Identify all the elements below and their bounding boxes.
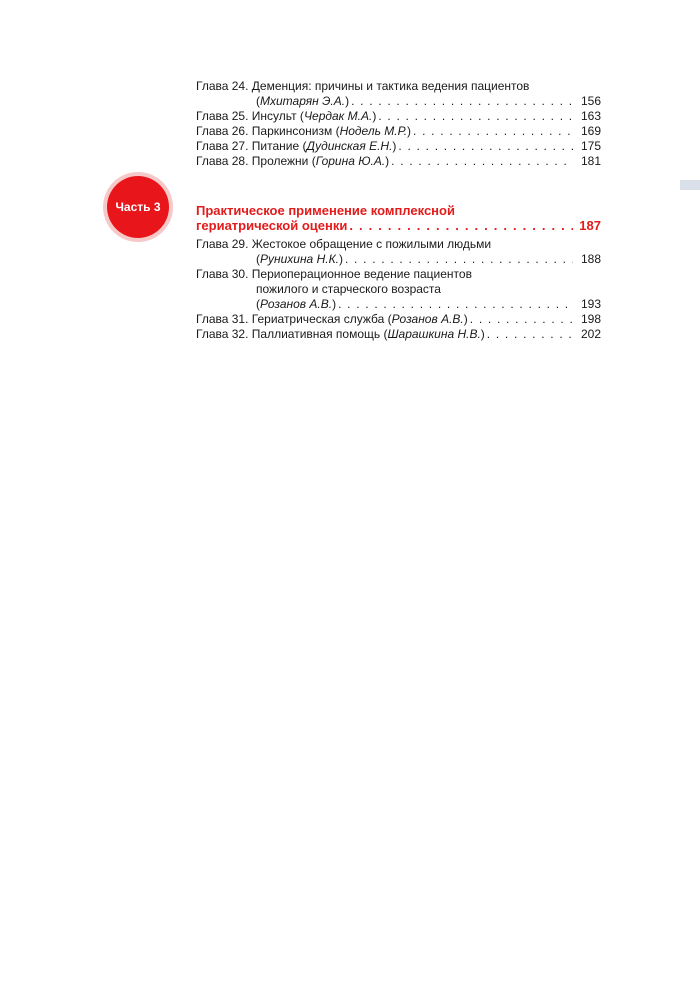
part-badge[interactable]	[107, 176, 169, 238]
part-badge-label: Часть 3	[115, 200, 161, 214]
chapter-author: Шарашкина Н.В.	[387, 327, 481, 341]
dot-leader	[487, 327, 573, 342]
toc-block-part2-end	[196, 79, 601, 169]
chapter-author: Чердак М.А.	[303, 109, 373, 123]
dot-leader	[349, 218, 573, 233]
chapter-author: Дудинская Е.Н.	[306, 139, 393, 153]
chapter-title: Деменция: причины и тактика ведения пациентов	[251, 79, 530, 93]
chapter-number: Глава 25.	[196, 109, 249, 123]
chapter-title: Периоперационное ведение пациентов	[251, 267, 472, 281]
dot-leader	[378, 109, 573, 124]
toc-entry-ch30[interactable]: Глава 30. Периоперационное ведение пациентов пожилого и старческого возраста (Розанов А.В.) . . . 193	[196, 267, 601, 312]
chapter-title: Паллиативная помощь	[251, 327, 381, 341]
chapter-author: Горина Ю.А.	[315, 154, 386, 168]
toc-entry-ch25[interactable]: Глава 25. Инсульт (Чердак М.А.) . . . 163	[196, 109, 601, 124]
dot-leader	[345, 252, 573, 267]
toc-entry-ch31[interactable]: Глава 31. Гериатрическая служба (Розанов А.В.) . . . 198	[196, 312, 601, 327]
chapter-title: Инсульт	[251, 109, 297, 123]
dot-leader	[351, 94, 573, 109]
chapter-number: Глава 24.	[196, 79, 249, 93]
page-number: 163	[580, 109, 601, 123]
toc-block-part3	[196, 237, 601, 342]
page-number: 169	[580, 124, 601, 138]
part-title-line1: Практическое применение комплексной	[196, 203, 455, 218]
toc-entry-ch24[interactable]: Глава 24. Деменция: причины и тактика ведения пациентов (Мхитарян Э.А.) . . . 156	[196, 79, 601, 109]
part-title-line2: гериатрической оценки	[196, 218, 348, 233]
page-number: 181	[580, 154, 601, 168]
page-number: 193	[580, 297, 601, 311]
chapter-author: Нодель М.Р.	[339, 124, 408, 138]
chapter-title: Жестокое обращение с пожилыми людьми	[251, 237, 492, 251]
chapter-number: Глава 27.	[196, 139, 249, 153]
chapter-title: Паркинсонизм	[251, 124, 333, 138]
toc-entry-ch28[interactable]: Глава 28. Пролежни (Горина Ю.А.) . . . 181	[196, 154, 601, 169]
chapter-number: Глава 32.	[196, 327, 249, 341]
dot-leader	[338, 297, 573, 312]
page-edge-tab	[680, 180, 700, 190]
dot-leader	[398, 139, 573, 154]
dot-leader	[413, 124, 573, 139]
part-page-number: 187	[579, 218, 601, 233]
chapter-title: Питание	[251, 139, 300, 153]
chapter-title: Пролежни	[251, 154, 309, 168]
page-number: 156	[580, 94, 601, 108]
chapter-number: Глава 30.	[196, 267, 249, 281]
page-number: 188	[580, 252, 601, 266]
part-heading[interactable]	[196, 203, 601, 233]
chapter-author: Розанов А.В.	[260, 297, 333, 311]
toc-entry-ch27[interactable]: Глава 27. Питание (Дудинская Е.Н.) . . . 175	[196, 139, 601, 154]
page-number: 202	[580, 327, 601, 341]
page-number: 175	[580, 139, 601, 153]
chapter-number: Глава 31.	[196, 312, 249, 326]
chapter-author: Мхитарян Э.А.	[260, 94, 346, 108]
chapter-author: Розанов А.В.	[391, 312, 464, 326]
page-number: 198	[580, 312, 601, 326]
chapter-number: Глава 26.	[196, 124, 249, 138]
dot-leader	[391, 154, 573, 169]
chapter-author: Рунихина Н.К.	[260, 252, 339, 266]
toc-entry-ch32[interactable]: Глава 32. Паллиативная помощь (Шарашкина Н.В.) . . . 202	[196, 327, 601, 342]
toc-entry-ch29[interactable]: Глава 29. Жестокое обращение с пожилыми людьми (Рунихина Н.К.) . . . 188	[196, 237, 601, 267]
chapter-number: Глава 29.	[196, 237, 249, 251]
chapter-title-cont: пожилого и старческого возраста	[256, 282, 441, 296]
dot-leader	[470, 312, 573, 327]
chapter-title: Гериатрическая служба	[251, 312, 385, 326]
toc-entry-ch26[interactable]: Глава 26. Паркинсонизм (Нодель М.Р.) . . . 169	[196, 124, 601, 139]
chapter-number: Глава 28.	[196, 154, 249, 168]
